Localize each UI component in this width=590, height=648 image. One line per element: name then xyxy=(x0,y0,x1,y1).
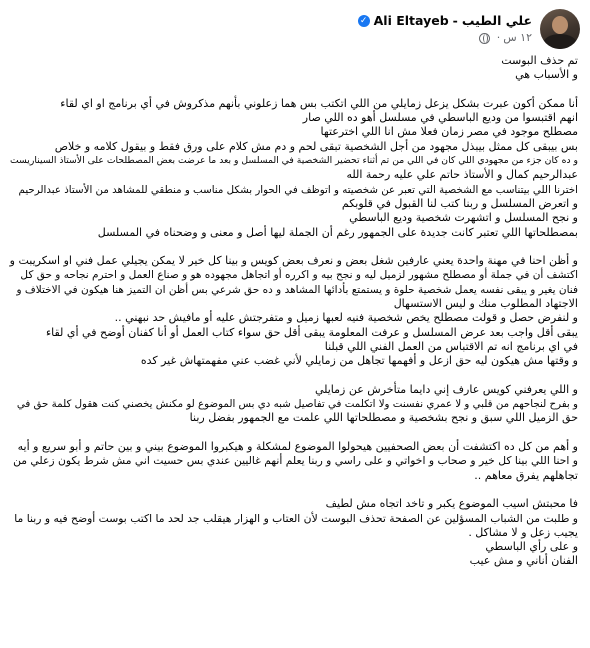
avatar-shoulders xyxy=(543,34,577,49)
post-text-line: أنا ممكن أكون عبرت بشكل يزعل زمايلي من اللي اتكتب بس هما زعلوني بأنهم مذكروش في أي برنامج او اي لقاء xyxy=(60,96,578,110)
meta-separator: · xyxy=(496,31,501,44)
post-text-line: تجاهلهم يفرق معاهم .. xyxy=(474,468,578,482)
post-text-line: و بفرح لنجاحهم من قلبي و لا عمري نفسنت ولا اتكلمت في تفاصيل شبه دي بس الموضوع لو مكنش يخصني كنت هقول كلمة حق في xyxy=(16,398,578,411)
post-text-line: و أظن احنا في مهنة واحدة يعني عارفين شغل بعض و نعرف بعض كويس و بينا كل خير لا يمكن يجيلي عمل فني او اسكريبت و xyxy=(9,254,578,268)
post-text-line: و احنا اللي بينا كل خير و صحاب و اخواتي و على راسي و ربنا يعلم أنهم غاليين عندي بس حسيت اني مش شرط يكون زعلي من xyxy=(13,454,578,468)
post-text-line: و على رأي الباسطي xyxy=(485,540,578,554)
post-text-line: بس بيبقى كل ممثل بيبذل مجهود من أجل الشخصية تبقى لحم و دم مش كلام على ورق فقط و بيقول كلامه و خلاص xyxy=(54,139,578,153)
post-text-line: و لنفرض حصل و قولت مصطلح يخص شخصية فنيه لعبها زميل و متفرجتش عليه أو مافيش حد نبهني .. xyxy=(114,311,578,325)
author-name-arabic[interactable]: علي الطيب xyxy=(461,13,532,28)
post-text-line: تم حذف البوست xyxy=(501,54,578,67)
post-text-line: في اي برنامج انه تم الاقتباس من العمل الفني اللي قبلنا xyxy=(324,339,578,353)
paragraph-break xyxy=(10,483,578,497)
post-text-line: الاجتهاد المطلوب منك و ليس الاستسهال xyxy=(393,297,578,311)
post-text-line: فا محبتش اسيب الموضوع يكبر و تاخد اتجاه مش لطيف xyxy=(325,497,578,511)
post-text-line: و وقتها مش هيكون ليه حق ازعل و أفهمها تجاهل من زمايلي لأني غضب عني مفهمتهاش غير كده xyxy=(140,354,578,368)
post-text-line: و ده كان جزء من مجهودي اللي كان في اللي من تم أثناء تحضير الشخصية في المسلسل و بعد ما عرضت بعض المصطلحات على الأستاذ السيناريست xyxy=(9,155,578,167)
post-text-line: انهم اقتبسوا من وديع الباسطي في مسلسل أهو ده اللي صار xyxy=(302,111,578,125)
paragraph-break xyxy=(10,240,578,254)
post-text xyxy=(10,54,578,569)
post-text-line: عبدالرحيم كمال و الأستاذ حاتم علي عليه رحمة الله xyxy=(346,168,578,182)
author-block xyxy=(358,13,532,45)
post-text-line: فنان يغير و يبقى نفسه يعمل شخصية حلوة و يستمتع بأدائها المشاهد و ده حق شرعي بس أظن ان التميز هنا هيكون في الاختلاف و xyxy=(16,283,578,296)
paragraph-break xyxy=(10,426,578,440)
globe-icon xyxy=(479,33,490,44)
post-text-line: بمصطلحاتها اللي تعتبر كانت جديدة على الجمهور رغم أن الجملة ليها أصل و معنى و وضحناه في المسلسل xyxy=(97,225,578,239)
author-avatar[interactable] xyxy=(540,9,580,49)
paragraph-break xyxy=(10,83,578,97)
post-text-line: حق الزميل اللي سبق و نجح بشخصية و مصطلحاتها اللي علمت مع الجمهور بفضل ربنا xyxy=(189,411,578,425)
post-header xyxy=(358,9,580,49)
post-text-line: و نجح المسلسل و اتشهرت شخصية وديع الباسطي xyxy=(349,211,578,225)
post-meta xyxy=(479,31,532,45)
post-text-line: و طلبت من الشباب المسؤلين عن الصفحة تحذف البوست لأن العتاب و الهزار هيقلب جد لحد ما اكتب بوست أوضح فيه و ربنا ما xyxy=(14,511,578,525)
post-text-line: مصطلح موجود في مصر زمان فعلا مش انا اللي اخترعتها xyxy=(320,125,578,139)
post-text-line: يجيب زعل و لا مشاكل . xyxy=(468,525,578,539)
post-text-line: اكتشف أن في جملة أو مصطلح مشهور لزميل ليه و نجح بيه و اكرره أو اتجاهل مجهوده هو و صناع العمل و احترم نجاحه و حق كل xyxy=(20,269,578,282)
author-name[interactable] xyxy=(358,13,532,29)
post-text-line: و اتعرض المسلسل و ربنا كتب لنا القبول في قلوبكم xyxy=(341,196,578,210)
post-text-line: يبقى أقل واجب بعد عرض المسلسل و عرفت المعلومة يبقى أقل حق سواء كتاب العمل أو أنا كفنان أوضح في أي لقاء xyxy=(45,325,578,339)
author-name-latin[interactable]: Ali Eltayeb xyxy=(373,13,449,28)
post-text-line: اخترنا اللي بيتناسب مع الشخصية التي تعبر عن شخصيته و اتوظف في الحوار بشكل مناسب و منطقي للمشاهد من الأستاذ عبدالرحيم xyxy=(18,183,578,196)
author-name-separator: - xyxy=(452,13,458,28)
verified-badge-icon: ✓ xyxy=(358,15,370,27)
post-text-line: الفنان أناني و مش عيب xyxy=(469,554,578,568)
post-text-line: و أهم من كل ده اكتشفت أن بعض الصحفيين هيحولوا الموضوع لمشكلة و هيكبروا الموضوع بيني و بين حاتم و أبو سريع و أيه xyxy=(17,440,578,454)
avatar-face xyxy=(552,16,568,34)
post-time[interactable]: ١٢ س xyxy=(503,31,532,44)
post-text-line: و اللي يعرفني كويس عارف إني دايما متأخرش عن زمايلي xyxy=(314,382,578,396)
post-text-line: و الأسباب هي xyxy=(515,68,578,82)
paragraph-break xyxy=(10,369,578,383)
